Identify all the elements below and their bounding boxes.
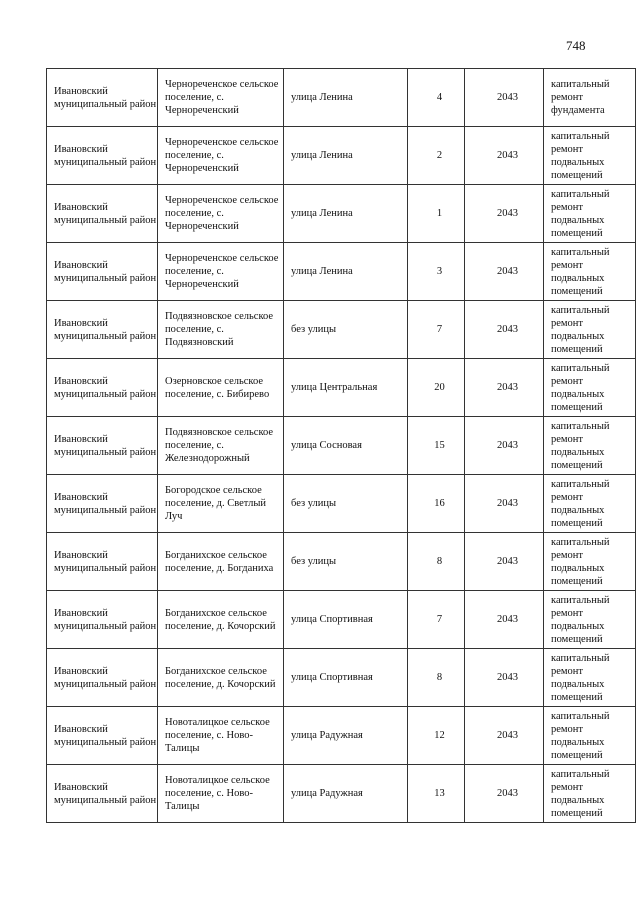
settlement-cell: Чернореченское сельское поселение, с. Чернореченский <box>158 69 284 127</box>
table-row <box>47 475 636 533</box>
table-row <box>47 765 636 823</box>
year-cell: 2043 <box>465 359 544 417</box>
district-cell: Ивановский муниципальный район <box>47 765 158 823</box>
street-cell: улица Центральная <box>284 359 408 417</box>
year-cell: 2043 <box>465 765 544 823</box>
house-number-cell: 8 <box>408 649 465 707</box>
settlement-cell: Новоталицкое сельское поселение, с. Ново-Талицы <box>158 765 284 823</box>
house-number-cell: 1 <box>408 185 465 243</box>
table-row <box>47 359 636 417</box>
district-cell: Ивановский муниципальный район <box>47 533 158 591</box>
work-type-cell: капитальный ремонт подвальных помещений <box>544 127 636 185</box>
work-type-cell: капитальный ремонт подвальных помещений <box>544 765 636 823</box>
table-row <box>47 301 636 359</box>
work-type-cell: капитальный ремонт подвальных помещений <box>544 533 636 591</box>
table-row <box>47 127 636 185</box>
settlement-cell: Богданихское сельское поселение, д. Богданиха <box>158 533 284 591</box>
street-cell: улица Ленина <box>284 185 408 243</box>
house-number-cell: 8 <box>408 533 465 591</box>
street-cell: улица Ленина <box>284 127 408 185</box>
work-type-cell: капитальный ремонт подвальных помещений <box>544 359 636 417</box>
house-number-cell: 12 <box>408 707 465 765</box>
street-cell: улица Радужная <box>284 707 408 765</box>
work-type-cell: капитальный ремонт подвальных помещений <box>544 475 636 533</box>
settlement-cell: Богданихское сельское поселение, д. Кочорский <box>158 591 284 649</box>
settlement-cell: Богородское сельское поселение, д. Светлый Луч <box>158 475 284 533</box>
table-row <box>47 69 636 127</box>
house-number-cell: 7 <box>408 591 465 649</box>
year-cell: 2043 <box>465 533 544 591</box>
settlement-cell: Богданихское сельское поселение, д. Кочорский <box>158 649 284 707</box>
street-cell: улица Радужная <box>284 765 408 823</box>
table-row <box>47 707 636 765</box>
table-row <box>47 243 636 301</box>
year-cell: 2043 <box>465 301 544 359</box>
work-type-cell: капитальный ремонт подвальных помещений <box>544 591 636 649</box>
district-cell: Ивановский муниципальный район <box>47 185 158 243</box>
work-type-cell: капитальный ремонт фундамента <box>544 69 636 127</box>
house-number-cell: 3 <box>408 243 465 301</box>
table-row <box>47 591 636 649</box>
district-cell: Ивановский муниципальный район <box>47 127 158 185</box>
house-number-cell: 13 <box>408 765 465 823</box>
year-cell: 2043 <box>465 417 544 475</box>
table-row <box>47 649 636 707</box>
housing-repair-table <box>46 68 636 823</box>
year-cell: 2043 <box>465 475 544 533</box>
settlement-cell: Подвязновское сельское поселение, с. Железнодорожный <box>158 417 284 475</box>
street-cell: улица Ленина <box>284 69 408 127</box>
district-cell: Ивановский муниципальный район <box>47 243 158 301</box>
street-cell: без улицы <box>284 475 408 533</box>
work-type-cell: капитальный ремонт подвальных помещений <box>544 185 636 243</box>
work-type-cell: капитальный ремонт подвальных помещений <box>544 301 636 359</box>
table-row <box>47 533 636 591</box>
settlement-cell: Чернореченское сельское поселение, с. Чернореченский <box>158 185 284 243</box>
house-number-cell: 20 <box>408 359 465 417</box>
table-row <box>47 185 636 243</box>
year-cell: 2043 <box>465 243 544 301</box>
year-cell: 2043 <box>465 127 544 185</box>
house-number-cell: 7 <box>408 301 465 359</box>
work-type-cell: капитальный ремонт подвальных помещений <box>544 243 636 301</box>
street-cell: без улицы <box>284 533 408 591</box>
district-cell: Ивановский муниципальный район <box>47 301 158 359</box>
district-cell: Ивановский муниципальный район <box>47 649 158 707</box>
settlement-cell: Новоталицкое сельское поселение, с. Ново-Талицы <box>158 707 284 765</box>
street-cell: улица Спортивная <box>284 649 408 707</box>
page-number: 748 <box>566 38 586 53</box>
year-cell: 2043 <box>465 69 544 127</box>
work-type-cell: капитальный ремонт подвальных помещений <box>544 417 636 475</box>
year-cell: 2043 <box>465 707 544 765</box>
district-cell: Ивановский муниципальный район <box>47 591 158 649</box>
street-cell: без улицы <box>284 301 408 359</box>
district-cell: Ивановский муниципальный район <box>47 475 158 533</box>
house-number-cell: 15 <box>408 417 465 475</box>
house-number-cell: 4 <box>408 69 465 127</box>
street-cell: улица Спортивная <box>284 591 408 649</box>
district-cell: Ивановский муниципальный район <box>47 69 158 127</box>
district-cell: Ивановский муниципальный район <box>47 417 158 475</box>
work-type-cell: капитальный ремонт подвальных помещений <box>544 649 636 707</box>
street-cell: улица Ленина <box>284 243 408 301</box>
settlement-cell: Подвязновское сельское поселение, с. Подвязновский <box>158 301 284 359</box>
table-row <box>47 417 636 475</box>
district-cell: Ивановский муниципальный район <box>47 707 158 765</box>
settlement-cell: Чернореченское сельское поселение, с. Чернореченский <box>158 127 284 185</box>
year-cell: 2043 <box>465 591 544 649</box>
house-number-cell: 2 <box>408 127 465 185</box>
year-cell: 2043 <box>465 185 544 243</box>
street-cell: улица Сосновая <box>284 417 408 475</box>
year-cell: 2043 <box>465 649 544 707</box>
settlement-cell: Чернореченское сельское поселение, с. Чернореченский <box>158 243 284 301</box>
district-cell: Ивановский муниципальный район <box>47 359 158 417</box>
work-type-cell: капитальный ремонт подвальных помещений <box>544 707 636 765</box>
table-body <box>47 69 636 823</box>
house-number-cell: 16 <box>408 475 465 533</box>
settlement-cell: Озерновское сельское поселение, с. Бибирево <box>158 359 284 417</box>
